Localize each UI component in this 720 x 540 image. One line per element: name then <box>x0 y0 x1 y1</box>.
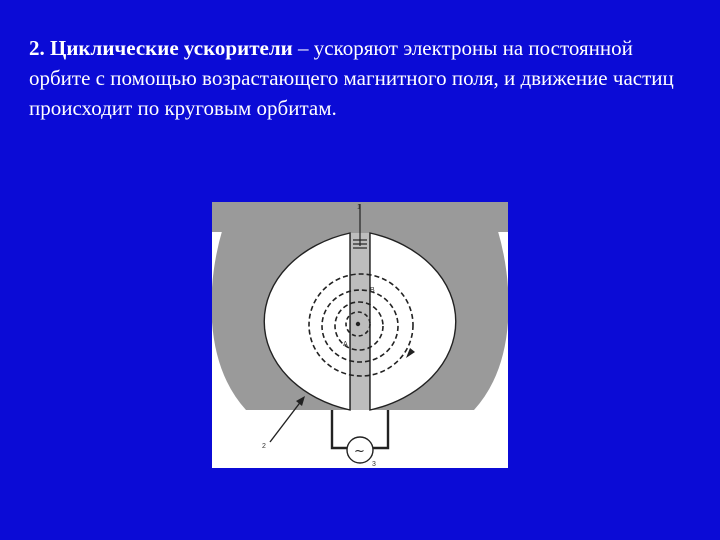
wire-left <box>332 410 348 448</box>
heading-rest: – ускоряют электроны на постоянной орбите с помощью возрастающего магнитного поля, и движение частиц происходит по круговым орбитам. <box>29 36 674 120</box>
cyclotron-diagram <box>212 202 508 468</box>
orbit-center <box>356 322 360 326</box>
cyclotron-svg <box>212 202 508 468</box>
ac-symbol: ~ <box>354 444 365 459</box>
heading-bold: 2. Циклические ускорители <box>29 36 293 60</box>
label-a: A <box>343 341 348 348</box>
label-b: B <box>370 287 375 294</box>
slide-text <box>29 33 699 123</box>
wire-right <box>372 410 388 448</box>
label-arrow: 2 <box>262 443 266 450</box>
label-source: 3 <box>372 461 376 468</box>
label-top: 1 <box>357 204 361 211</box>
dee-gap <box>351 233 369 410</box>
